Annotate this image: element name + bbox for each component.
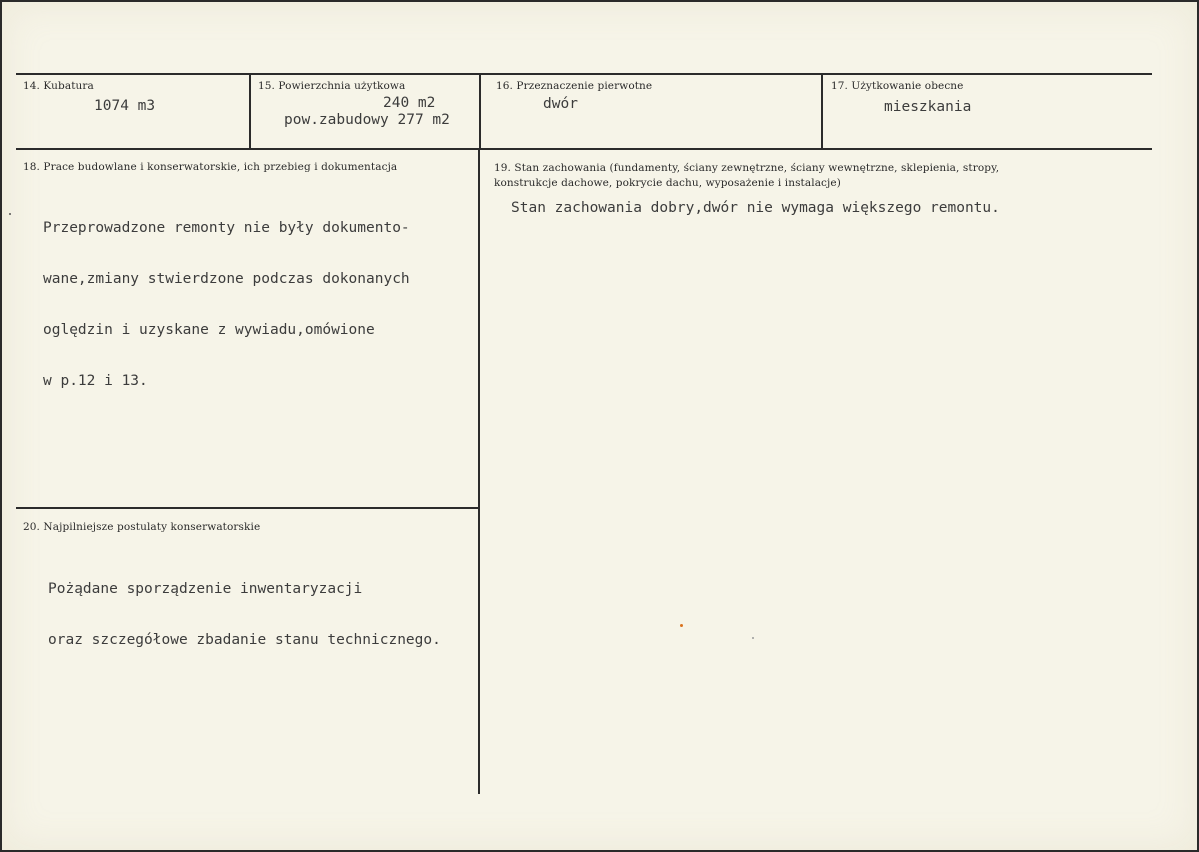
field-15-label: 15. Powierzchnia użytkowa — [258, 80, 406, 92]
record-card — [2, 2, 1197, 850]
field-17-label: 17. Użytkowanie obecne — [831, 80, 964, 92]
paper-speck — [680, 624, 683, 627]
field-19-label-line1: 19. Stan zachowania (fundamenty, ściany zewnętrzne, ściany wewnętrzne, sklepienia, stropy, — [494, 162, 1000, 174]
field-18-line-2: wane,zmiany stwierdzone podczas dokonanych — [43, 271, 410, 287]
field-15-value-line1: 240 m2 — [383, 95, 436, 111]
divider-15-16 — [479, 74, 481, 149]
field-16-value: dwór — [543, 96, 578, 112]
field-20-line-2: oraz szczegółowe zbadanie stanu technicznego. — [48, 632, 441, 648]
top-rule — [16, 73, 1152, 75]
field-20-line-1: Pożądane sporządzenie inwentaryzacji — [48, 581, 363, 597]
divider-14-15 — [249, 74, 251, 149]
main-vertical-divider — [478, 149, 480, 794]
field-18-line-3: oględzin i uzyskane z wywiadu,omówione — [43, 322, 375, 338]
field-20-text — [48, 547, 441, 683]
paper-speck — [752, 637, 754, 639]
field-18-line-1: Przeprowadzone remonty nie były dokumento- — [43, 220, 410, 236]
divider-16-17 — [821, 74, 823, 149]
field-19-label-line2: konstrukcje dachowe, pokrycie dachu, wyposażenie i instalacje) — [494, 177, 841, 189]
field-20-label: 20. Najpilniejsze postulaty konserwatorskie — [23, 521, 261, 533]
field-15-value-line2: pow.zabudowy 277 m2 — [284, 112, 450, 128]
field-18-text — [43, 186, 410, 424]
field-18-label: 18. Prace budowlane i konserwatorskie, ich przebieg i dokumentacja — [23, 161, 398, 173]
field-19-value: Stan zachowania dobry,dwór nie wymaga większego remontu. — [511, 200, 1000, 216]
field-14-value: 1074 m3 — [94, 98, 156, 114]
field-14-label: 14. Kubatura — [23, 80, 94, 92]
paper-speck — [9, 213, 11, 215]
section-18-20-rule — [16, 507, 479, 509]
field-17-value: mieszkania — [884, 99, 972, 115]
field-18-line-4: w p.12 i 13. — [43, 373, 148, 389]
row-divider-rule — [16, 148, 1152, 150]
field-16-label: 16. Przeznaczenie pierwotne — [496, 80, 653, 92]
